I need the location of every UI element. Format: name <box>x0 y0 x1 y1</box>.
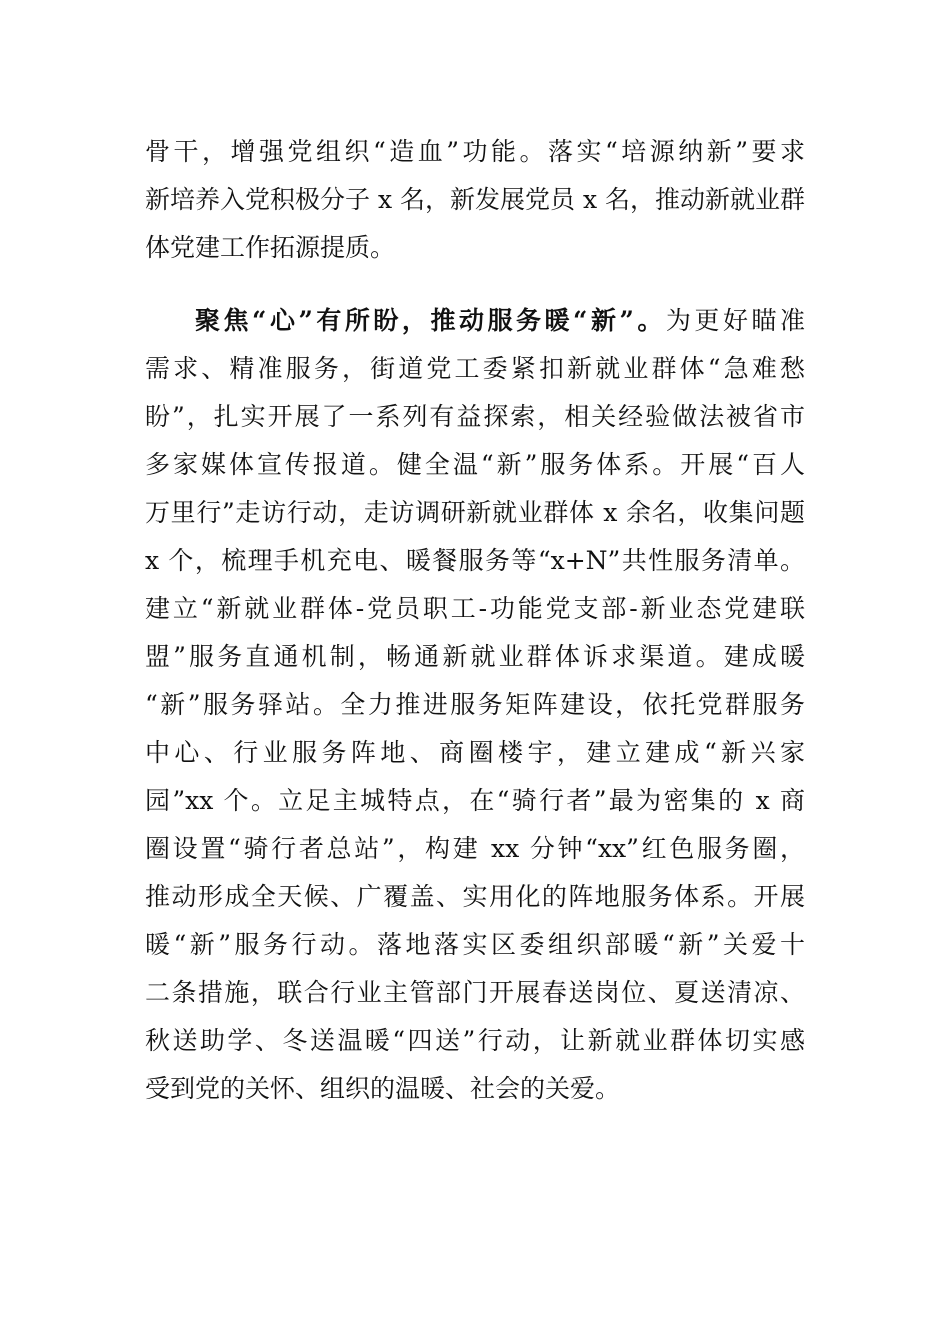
paragraph-1 <box>145 128 805 272</box>
document-body <box>145 128 805 1113</box>
paragraph-2-line-17: 受到党的关怀、组织的温暖、社会的关爱。 <box>145 1074 621 1103</box>
paragraph-2-line-4: 多家媒体宣传报道。健全温“新”服务体系。开展“百人 <box>145 450 805 479</box>
paragraph-1-line-1: 骨干，增强党组织“造血”功能。落实“培源纳新”要求 <box>145 137 805 166</box>
paragraph-2-line-6: x 个，梳理手机充电、暖餐服务等“x+N”共性服务清单。 <box>145 546 805 575</box>
paragraph-2 <box>145 297 805 1113</box>
paragraph-2-line-5: 万里行”走访行动，走访调研新就业群体 x 余名，收集问题 <box>145 498 805 527</box>
paragraph-2-line-3: 盼”，扎实开展了一系列有益探索，相关经验做法被省市 <box>145 402 805 431</box>
paragraph-2-line-15: 二条措施，联合行业主管部门开展春送岗位、夏送清凉、 <box>145 978 805 1007</box>
paragraph-2-heading: 聚焦“心”有所盼，推动服务暖“新”。 <box>195 306 666 335</box>
paragraph-2-line-14: 暖“新”服务行动。落地落实区委组织部暖“新”关爱十 <box>145 930 805 959</box>
paragraph-2-line-8: 盟”服务直通机制，畅通新就业群体诉求渠道。建成暖 <box>145 642 805 671</box>
paragraph-2-line-9: “新”服务驿站。全力推进服务矩阵建设，依托党群服务 <box>145 690 805 719</box>
paragraph-2-line-12: 圈设置“骑行者总站”，构建 xx 分钟“xx”红色服务圈， <box>145 834 805 863</box>
paragraph-2-first-line-rest: 为更好瞄准 <box>665 306 805 335</box>
paragraph-2-line-7: 建立“新就业群体-党员职工-功能党支部-新业态党建联 <box>145 594 805 623</box>
paragraph-2-line-1 <box>145 297 805 345</box>
paragraph-2-line-16: 秋送助学、冬送温暖“四送”行动，让新就业群体切实感 <box>145 1026 805 1055</box>
paragraph-1-line-2: 新培养入党积极分子 x 名，新发展党员 x 名，推动新就业群 <box>145 185 805 214</box>
paragraph-2-line-10: 中心、行业服务阵地、商圈楼宇，建立建成“新兴家 <box>145 738 805 767</box>
paragraph-2-line-13: 推动形成全天候、广覆盖、实用化的阵地服务体系。开展 <box>145 882 805 911</box>
paragraph-spacer <box>145 272 805 297</box>
paragraph-2-line-2: 需求、精准服务，街道党工委紧扣新就业群体“急难愁 <box>145 354 805 383</box>
paragraph-2-line-11: 园”xx 个。立足主城特点，在“骑行者”最为密集的 x 商 <box>145 786 805 815</box>
paragraph-1-line-3: 体党建工作拓源提质。 <box>145 233 396 262</box>
